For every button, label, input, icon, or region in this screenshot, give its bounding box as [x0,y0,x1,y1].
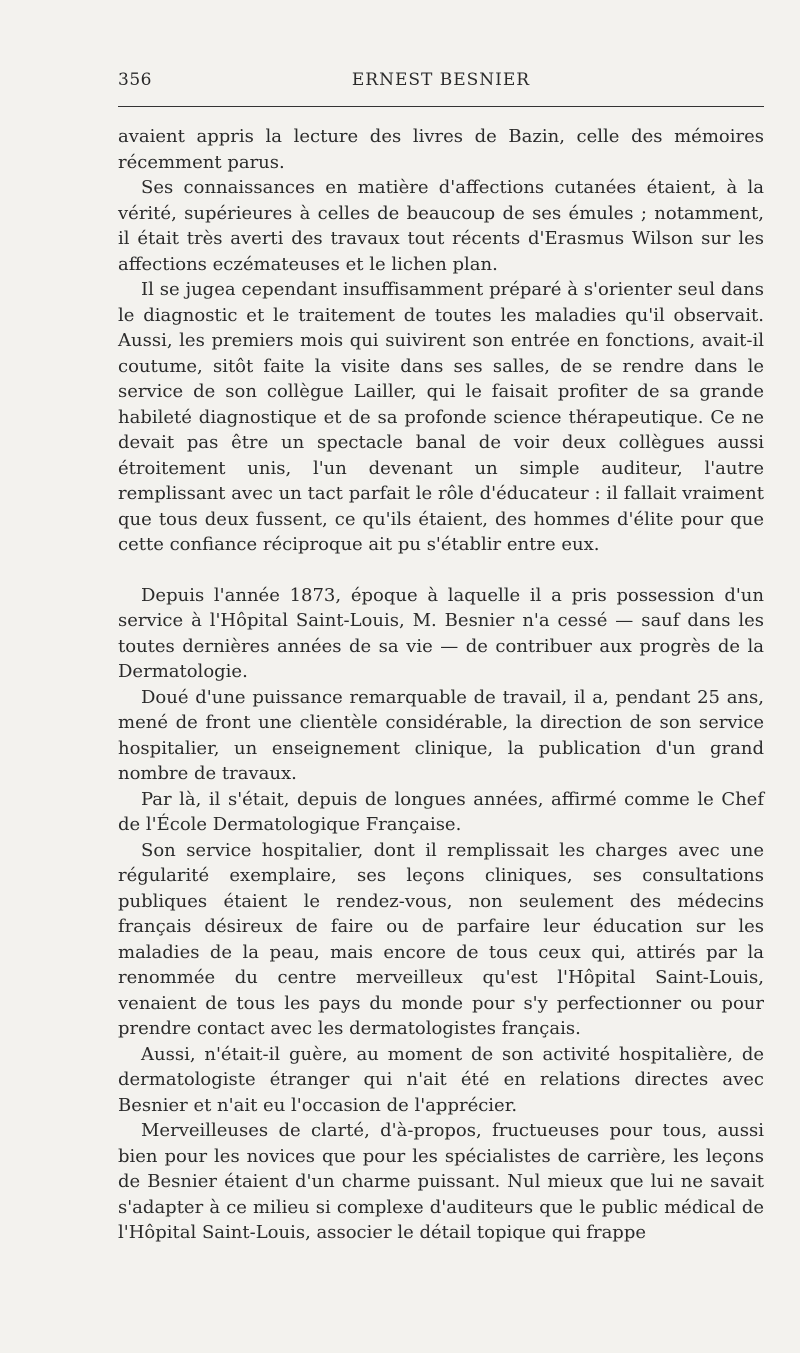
page-number: 356 [118,70,152,90]
paragraph: Par là, il s'était, depuis de longues années, affirmé comme le Chef de l'École Dermatologique Française. [118,788,764,835]
paragraph-continuation: avaient appris la lecture des livres de Bazin, celle des mémoires récemment parus. [118,126,764,173]
body-text [118,124,764,1246]
paragraph: Merveilleuses de clarté, d'à-propos, fructueuses pour tous, aussi bien pour les novices que pour les spécialistes de carrière, les leçons de Besnier étaient d'un charme puissant. Nul mieux que lui ne savait s'adapter à ce milieu si complexe d'auditeurs que le public médical de l'Hôpital Saint-Louis, associer le détail topique qui frappe [118,1120,764,1243]
paragraph: Depuis l'année 1873, époque à laquelle il a pris possession d'un service à l'Hôpital Saint-Louis, M. Besnier n'a cessé — sauf dans les toutes dernières années de sa vie — de contribuer aux progrès de la Dermatologie. [118,584,764,682]
header-rule [118,106,764,107]
paragraph: Il se jugea cependant insuffisamment préparé à s'orienter seul dans le diagnostic et le traitement de toutes les maladies qu'il observait. Aussi, les premiers mois qui suivirent son entrée en fonctions, avait-il coutume, sitôt faite la visite dans ses salles, de se rendre dans le service de son collègue Lailler, qui le faisait profiter de sa grande habileté diagnostique et de sa profonde science thérapeutique. Ce ne devait pas être un spectacle banal de voir deux collègues aussi étroitement unis, l'un devenant un simple auditeur, l'autre remplissant avec un tact parfait le rôle d'éducateur : il fallait vraiment que tous deux fussent, ce qu'ils étaient, des hommes d'élite pour que cette confiance réciproque ait pu s'établir entre eux. [118,279,764,555]
paragraph: Ses connaissances en matière d'affections cutanées étaient, à la vérité, supérieures à celles de beaucoup de ses émules ; notamment, il était très averti des travaux tout récents d'Erasmus Wilson sur les affections eczémateuses et le lichen plan. [118,177,764,275]
paragraph: Doué d'une puissance remarquable de travail, il a, pendant 25 ans, mené de front une clientèle considérable, la direction de son service hospitalier, un enseignement clinique, la publication d'un grand nombre de travaux. [118,686,764,784]
running-title: ERNEST BESNIER [351,70,531,90]
running-head [118,70,764,98]
paragraph: Son service hospitalier, dont il remplissait les charges avec une régularité exemplaire, ses leçons cliniques, ses consultations publiques étaient le rendez-vous, non seulement des médecins français désireux de faire ou de parfaire leur éducation sur les maladies de la peau, mais encore de tous ceux qui, attirés par la renommée du centre merveilleux qu'est l'Hôpital Saint-Louis, venaient de tous les pays du monde pour s'y perfectionner ou pour prendre contact avec les dermatologistes français. [118,839,764,1039]
paragraph: Aussi, n'était-il guère, au moment de son activité hospitalière, de dermatologiste étranger qui n'ait été en relations directes avec Besnier et n'ait eu l'occasion de l'apprécier. [118,1043,764,1116]
